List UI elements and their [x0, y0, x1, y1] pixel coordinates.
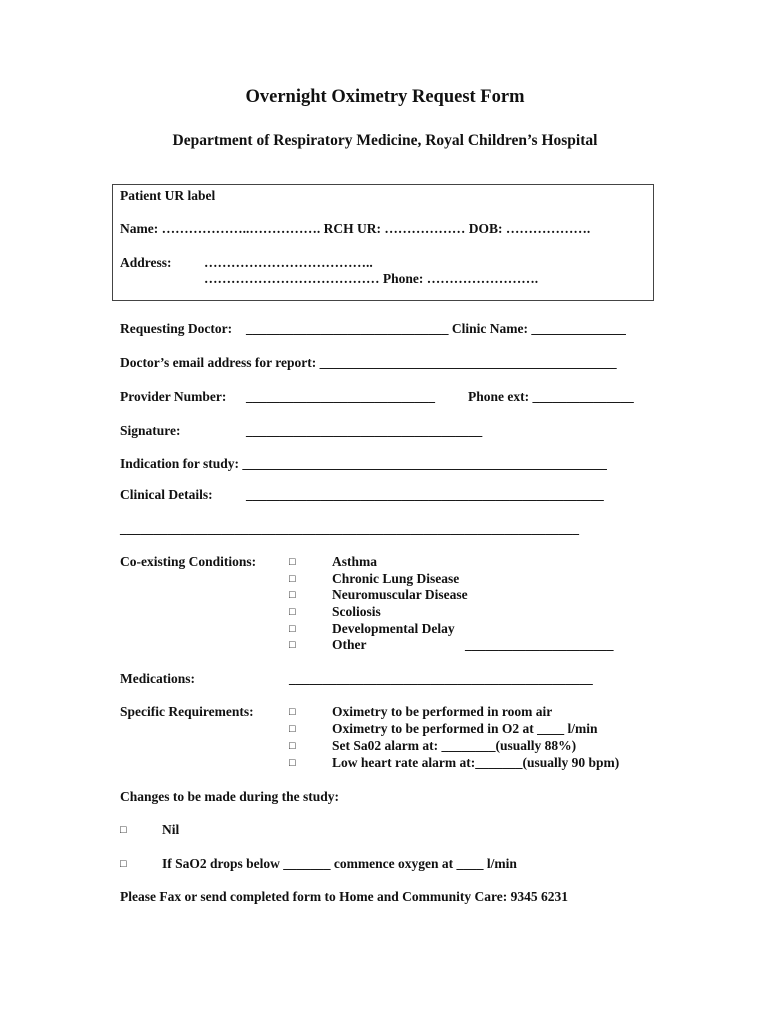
specific-requirements-label: Specific Requirements: [120, 704, 254, 719]
checkbox-sao2-alarm[interactable]: □ [289, 740, 296, 752]
checkbox-sao2-drop[interactable]: □ [120, 858, 127, 870]
checkbox-neuromuscular[interactable]: □ [289, 589, 296, 601]
change-sao2-drop: If SaO2 drops below _______ commence oxygen at ____ l/min [162, 856, 517, 871]
requesting-doctor-field[interactable]: ______________________________ Clinic Name: ______________ [246, 321, 626, 336]
checkbox-nil[interactable]: □ [120, 824, 127, 836]
address-phone-line[interactable]: ………………………………… Phone: ……………………. [204, 271, 539, 286]
requesting-doctor-label: Requesting Doctor: [120, 321, 233, 336]
clinical-details-extra-line[interactable]: ____________________________________________________________________ [120, 521, 579, 536]
checkbox-chronic-lung[interactable]: □ [289, 573, 296, 585]
condition-neuromuscular: Neuromuscular Disease [332, 587, 468, 602]
other-condition-field[interactable]: ______________________ [465, 637, 614, 652]
provider-number-field[interactable]: ____________________________ [246, 389, 435, 404]
signature-label: Signature: [120, 423, 181, 438]
form-subtitle: Department of Respiratory Medicine, Royal Children’s Hospital [172, 132, 598, 149]
checkbox-scoliosis[interactable]: □ [289, 606, 296, 618]
doctor-email-field[interactable]: Doctor’s email address for report: ____________________________________________ [120, 355, 617, 370]
requirement-heart-rate-alarm: Low heart rate alarm at:_______(usually 90 bpm) [332, 755, 620, 770]
clinical-details-label: Clinical Details: [120, 487, 213, 502]
condition-asthma: Asthma [332, 554, 378, 569]
address-label: Address: [120, 255, 172, 270]
checkbox-asthma[interactable]: □ [289, 556, 296, 568]
medications-field[interactable]: _____________________________________________ [289, 671, 593, 686]
checkbox-other[interactable]: □ [289, 639, 296, 651]
changes-label: Changes to be made during the study: [120, 789, 340, 804]
provider-number-label: Provider Number: [120, 389, 227, 404]
address-line-1[interactable]: ……………………………….. [204, 255, 373, 270]
clinical-details-field[interactable]: _____________________________________________________ [246, 487, 604, 502]
condition-scoliosis: Scoliosis [332, 604, 381, 619]
change-nil: Nil [162, 822, 180, 837]
medications-label: Medications: [120, 671, 195, 686]
checkbox-heart-rate-alarm[interactable]: □ [289, 757, 296, 769]
checkbox-developmental-delay[interactable]: □ [289, 623, 296, 635]
checkbox-in-o2[interactable]: □ [289, 723, 296, 735]
form-title: Overnight Oximetry Request Form [245, 87, 525, 107]
requirement-room-air: Oximetry to be performed in room air [332, 704, 553, 719]
coexisting-conditions-label: Co-existing Conditions: [120, 554, 257, 569]
fax-instructions: Please Fax or send completed form to Home and Community Care: 9345 6231 [120, 889, 568, 904]
requirement-sao2-alarm: Set Sa02 alarm at: ________(usually 88%) [332, 738, 577, 753]
condition-developmental-delay: Developmental Delay [332, 621, 455, 636]
signature-field[interactable]: ___________________________________ [246, 423, 483, 438]
phone-ext-field[interactable]: Phone ext: _______________ [468, 389, 634, 404]
checkbox-room-air[interactable]: □ [289, 706, 296, 718]
patient-name-line[interactable]: Name: ………………..……………. RCH UR: ……………… DOB: ………………. [120, 221, 591, 236]
indication-field[interactable]: Indication for study: ______________________________________________________ [120, 456, 607, 471]
condition-other: Other [332, 637, 367, 652]
requirement-in-o2: Oximetry to be performed in O2 at ____ l/min [332, 721, 598, 736]
condition-chronic-lung: Chronic Lung Disease [332, 571, 460, 586]
patient-ur-label: Patient UR label [120, 188, 216, 203]
